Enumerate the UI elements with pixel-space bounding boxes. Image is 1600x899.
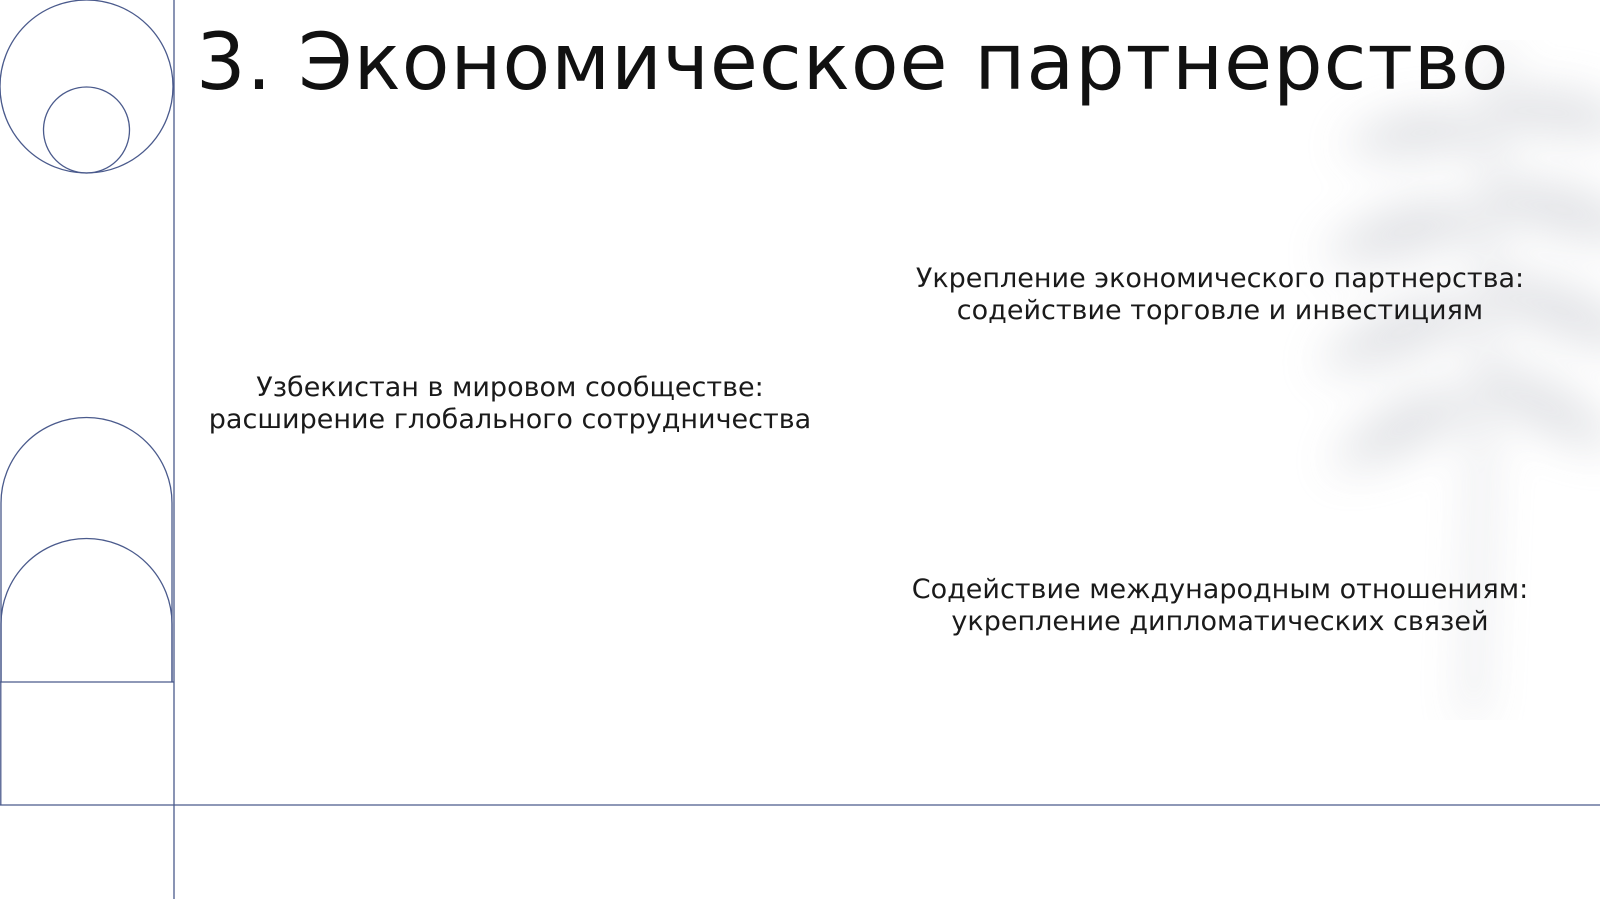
circle-ornament-icon (44, 87, 130, 173)
text-line: расширение глобального сотрудничества (208, 404, 812, 435)
text-block-international-relations (900, 574, 1540, 638)
arch-ornament-icon (1, 539, 172, 683)
arch-ornament-icon (1, 418, 172, 683)
text-line: Содействие международным отношениям: (911, 574, 1529, 605)
text-line: укрепление дипломатических связей (951, 606, 1489, 637)
text-line: Узбекистан в мировом сообществе: (256, 372, 764, 403)
text-block-global-cooperation (190, 372, 830, 436)
text-block-economic-partnership (900, 263, 1540, 327)
text-line: Укрепление экономического партнерства: (915, 263, 1525, 294)
text-line: содействие торговле и инвестициям (956, 295, 1484, 326)
slide-title: 3. Экономическое партнерство (196, 18, 1510, 108)
